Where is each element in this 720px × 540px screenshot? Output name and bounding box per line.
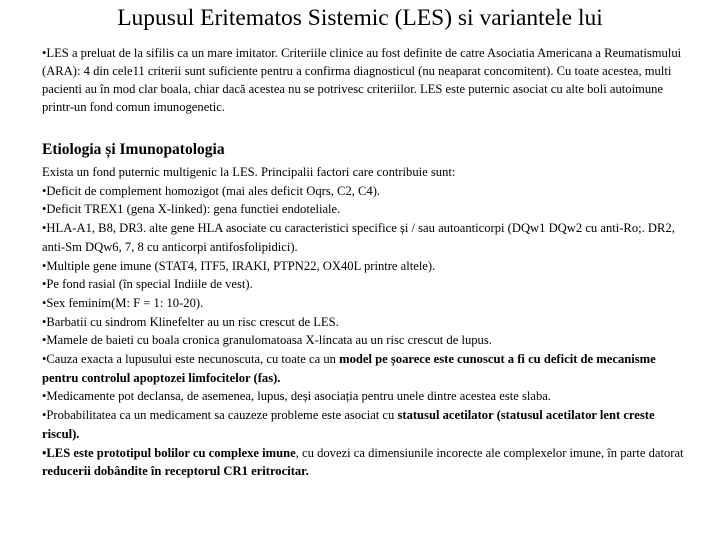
bullet-item	[42, 406, 692, 443]
body-text	[42, 163, 692, 481]
bullet-item: •Medicamente pot declansa, de asemenea, lupus, deși asociația pentru unele dintre acestea este slaba.	[42, 389, 551, 404]
bullet-item: •HLA-A1, B8, DR3. alte gene HLA asociate cu caracteristici specifice și / sau autoanticorpi (DQw1 DQw2 cu anti-Ro;. DR2, anti-Sm DQw6, 7, 8 cu anticorpi antifosfolipidici).	[42, 221, 675, 254]
bullet-item	[42, 444, 692, 481]
bullet-text: , cu dovezi ca dimensiunile incorecte ale complexelor imune, în parte datorat	[295, 445, 684, 460]
bullet-item: •Pe fond rasial (în special Indiile de vest).	[42, 277, 253, 292]
bullet-item: •Deficit TREX1 (gena X-linked): gena functiei endoteliale.	[42, 202, 341, 217]
bullet-item: •Barbatii cu sindrom Klinefelter au un risc crescut de LES.	[42, 314, 339, 329]
bullet-emphasis: statusul acetilator (statusul acetilator lent creste riscul).	[42, 408, 655, 441]
bullet-item	[42, 350, 692, 387]
slide-title: Lupusul Eritematos Sistemic (LES) si variantele lui	[117, 5, 603, 31]
bullet-item: •Sex feminim(M: F = 1: 10-20).	[42, 295, 204, 310]
intro-paragraph	[42, 44, 692, 116]
bullet-item: •Mamele de baieti cu boala cronica granulomatoasa X-lincata au un risc crescut de lupus.	[42, 333, 492, 348]
section-heading: Etiologia și Imunopatologia	[42, 141, 225, 158]
bullet-emphasis: •LES este prototipul bolilor cu complexe imune	[42, 445, 296, 460]
bullet-emphasis: reducerii dobândite în receptorul CR1 eritrocitar.	[42, 464, 309, 479]
bullet-emphasis: model pe șoarece este cunoscut a fi cu deficit de mecanisme pentru controlul apoptozei limfocitelor (fas).	[42, 352, 656, 385]
bullet-item: •Multiple gene imune (STAT4, ITF5, IRAKI, PTPN22, OX40L printre altele).	[42, 258, 436, 273]
bullet-text: •Probabilitatea ca un medicament sa cauzeze probleme este asociat cu	[42, 408, 398, 423]
bullet-text: •Cauza exacta a lupusului este necunoscuta, cu toate ca un	[42, 352, 340, 367]
bullet-item: •Deficit de complement homozigot (mai ales deficit Oqrs, C2, C4).	[42, 183, 381, 198]
intro-text: •LES a preluat de la sifilis ca un mare imitator. Criteriile clinice au fost definite de catre Asociatia Americana a Reumatismului (ARA): 4 din cele11 criterii sunt suficiente pentru a confirma diagnosticul (nu neaparat concomitent). Cu toate acestea, multi pacienti au în mod clar boala, chiar dacă acestea nu se potrivesc criteriilor. LES este puternic asociat cu alte boli autoimune printr-un fond comun imunogenetic.	[42, 46, 682, 114]
body-line: Exista un fond puternic multigenic la LES. Principalii factori care contribuie sunt:	[42, 165, 456, 179]
